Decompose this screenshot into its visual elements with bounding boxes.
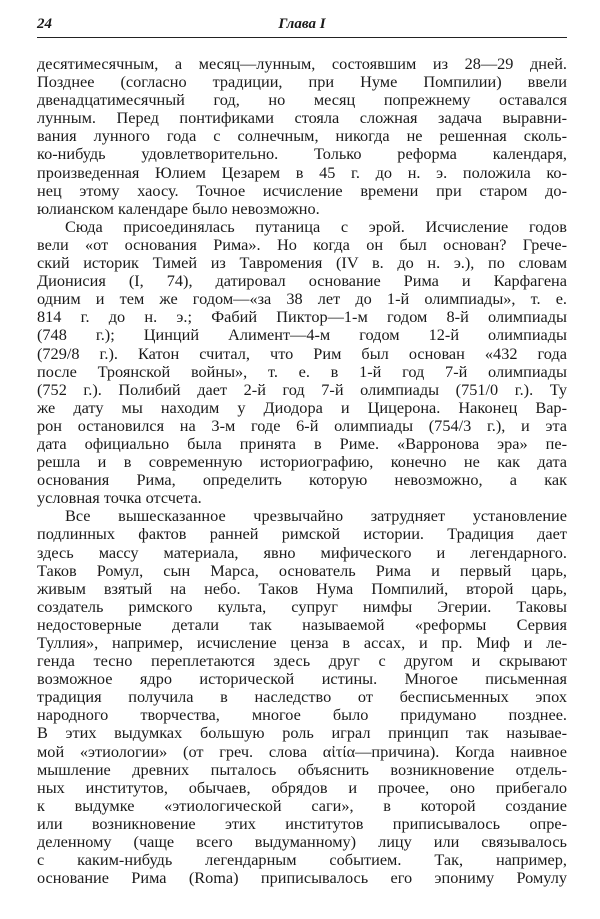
- text-line: Туллия», например, исчисление ценза в ассах, и пр. Миф и ле-: [37, 633, 567, 652]
- text-line: В этих выдумках большую роль играл принцип так называе-: [37, 723, 567, 743]
- chapter-title: Глава I: [278, 16, 326, 32]
- text-line: ных институтов, обычаев, обрядов и прочее, оно прибегало: [37, 777, 567, 797]
- text-line: нец этому хаосу. Точное исчисление времени при старом до-: [37, 180, 567, 200]
- text-line: подлинных фактов ранней римской истории. Традиция дает: [37, 524, 567, 544]
- text-line: юлианском календаре было невозможно.: [37, 198, 320, 218]
- text-line: произведенная Юлием Цезарем в 45 г. до н. э. положила ко-: [37, 162, 567, 182]
- text-line: или возникновение этих институтов приписывалось опре-: [37, 813, 567, 833]
- text-line: Все вышесказанное чрезвычайно затрудняет установление: [65, 506, 567, 526]
- text-line: основание Рима (Roma) приписывалось его эпониму Ромулу: [37, 868, 567, 888]
- text-line: с каким-нибудь легендарным событием. Так, например,: [37, 850, 567, 870]
- text-line: мой «этиологии» (от греч. слова αἰτία—причина). Когда наивное: [37, 741, 567, 761]
- text-line: решла и в современную историографию, конечно не как дата: [37, 452, 567, 472]
- paragraph: [37, 218, 567, 508]
- text-line: одним и тем же годом—«за 38 лет до 1-й олимпиады», т. е.: [37, 289, 567, 309]
- text-line: возможное ядро исторической истины. Многое письменная: [37, 669, 567, 689]
- text-line: живым взятый на небо. Таков Нума Помпилий, второй царь,: [37, 578, 567, 598]
- text-line: (729/8 г.). Катон считал, что Рим был основан «432 года: [37, 343, 567, 363]
- running-head: [37, 14, 567, 36]
- text-line: вания лунного года с солнечным, никогда не решенная сколь-: [37, 126, 567, 146]
- paragraph: [37, 55, 567, 218]
- text-line: дата официально была принята в Риме. «Варронова эра» пе-: [37, 433, 567, 453]
- text-line: ский историк Тимей из Тавромения (IV в. до н. э.), по словам: [37, 253, 567, 273]
- text-line: Таков Ромул, сын Марса, основатель Рима и первый царь,: [37, 560, 567, 580]
- text-line: мышление древних пыталось объяснить возникновение отдель-: [37, 759, 567, 779]
- text-line: недостоверные детали так называемой «реформы Сервия: [37, 614, 567, 634]
- paragraph: [37, 507, 567, 887]
- text-line: (752 г.). Полибий дает 2-й год 7-й олимпиады (751/0 г.). Ту: [37, 379, 567, 399]
- text-line: Позднее (согласно традиции, при Нуме Помпилии) ввели: [37, 72, 567, 92]
- text-line: Сюда присоединялась путаница с эрой. Исчисление годов: [65, 216, 567, 236]
- text-line: рон остановился на 3-м годе 6-й олимпиады (754/3 г.), и эта: [37, 415, 567, 435]
- text-line: вели «от основания Рима». Но когда он был основан? Грече-: [37, 234, 567, 254]
- text-line: после Троянской войны», т. е. в 1-й год 7-й олимпиады: [37, 361, 567, 381]
- text-line: создатель римского культа, супруг нимфы Эгерии. Таковы: [37, 596, 567, 616]
- text-line: условная точка отсчета.: [37, 488, 202, 508]
- text-line: 814 г. до н. э.; Фабий Пиктор—1-м годом 8-й олимпиады: [37, 307, 567, 327]
- text-line: Дионисия (I, 74), датировал основание Рима и Карфагена: [37, 271, 567, 291]
- text-line: здесь массу материала, явно мифического и легендарного.: [37, 542, 567, 562]
- text-line: деленному (чаще всего выдуманному) лицу или связывалось: [37, 832, 567, 852]
- body-text: [37, 55, 567, 887]
- text-line: десятимесячным, а месяц—лунным, состоявшим из 28—29 дней.: [37, 54, 567, 73]
- header-rule: [37, 37, 567, 38]
- text-line: двенадцатимесячный год, но месяц попрежнему оставался: [37, 90, 567, 110]
- text-line: основания Рима, определить которую невозможно, а как: [37, 470, 567, 490]
- text-line: (748 г.); Цинций Алимент—4-м годом 12-й олимпиады: [37, 325, 567, 345]
- text-line: же дату мы находим у Диодора и Цицерона. Наконец Вар-: [37, 397, 567, 417]
- text-line: лунным. Перед понтификами стояла сложная задача выравни-: [37, 108, 567, 128]
- page-number: 24: [37, 16, 52, 32]
- text-line: народного творчества, многое было придумано позднее.: [37, 705, 567, 725]
- text-line: генда тесно переплетаются здесь друг с другом и скрывают: [37, 651, 567, 671]
- text-line: к выдумке «этиологической саги», в которой создание: [37, 795, 567, 815]
- text-line: ко-нибудь удовлетворительно. Только реформа календаря,: [37, 144, 567, 164]
- text-line: традиция получила в наследство от бесписьменных эпох: [37, 687, 567, 707]
